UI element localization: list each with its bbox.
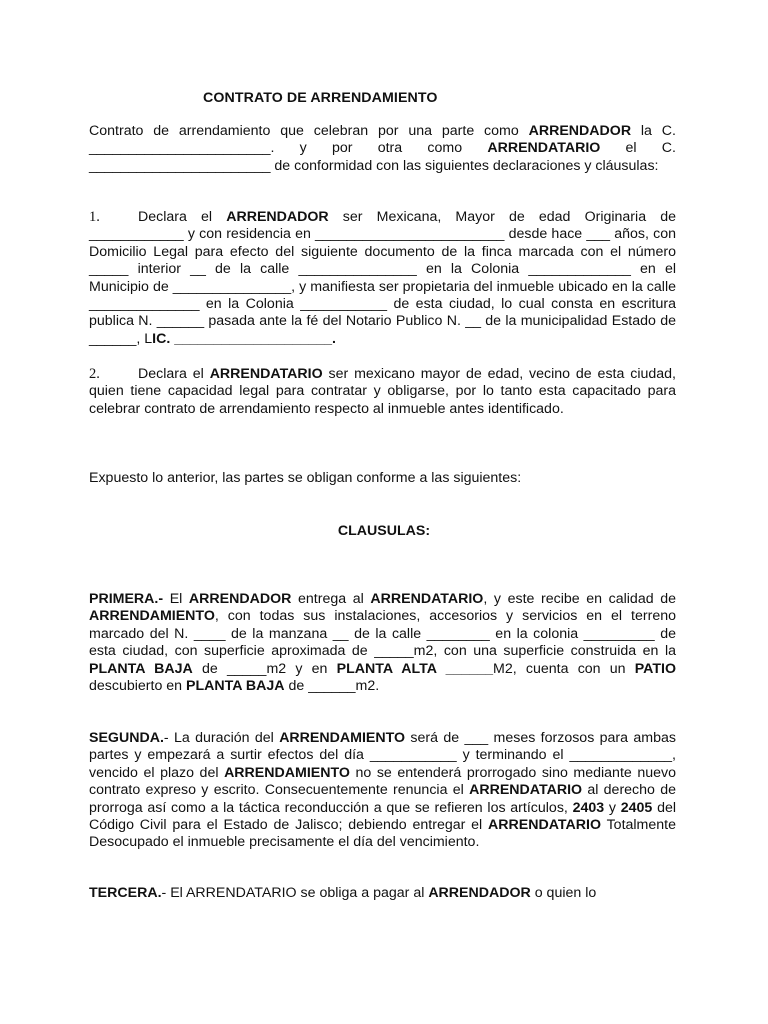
bold-text-run: ARRENDATARIO	[209, 366, 323, 382]
text-run: ser Mexicana, Mayor de edad Originaria de ____________ y con residencia en ________________________ desde hace ___ años, con Domicilio Legal para efecto del siguiente documento de la finca marcada con el número _____ interior __ de la calle _______________ en la Colonia _____________ en el Municipio de _______________, y manifiesta ser propietaria del inmueble ubicado en la calle ______________ en la Colonia ___________ de esta ciudad, lo cual consta en escritura publica N. ______ pasada ante la fé del Notario Publico N. __ de la municipalidad Estado de ______, L	[89, 209, 676, 347]
text-run: de _____m2 y en	[192, 660, 337, 677]
text-run: ser mexicano mayor de edad, vecino de esta ciudad, quien tiene capacidad legal para contratar y obligarse, por lo tanto esta capacitado para celebrar contrato de arrendamiento respecto al inmueble antes identificado.	[89, 366, 676, 417]
text-run: entrega al	[291, 591, 371, 607]
bold-text-run: IC. ____________________.	[152, 330, 336, 347]
clausulas-heading: CLAUSULAS:	[337, 523, 431, 539]
bold-text-run: ARRENDATARIO	[469, 782, 583, 799]
text-run: - El ARRENDATARIO se obliga a pagar al	[161, 885, 429, 901]
bold-text-run: TERCERA.	[89, 885, 162, 901]
clause-tercera	[89, 885, 676, 902]
bold-text-run: ARRENDADOR	[428, 885, 531, 901]
bold-text-run: PLANTA ALTA ______	[336, 660, 494, 677]
text-run: Contrato de arrendamiento que celebran por una parte como	[89, 123, 529, 139]
declaration-2-number: 2.	[89, 366, 100, 382]
bold-text-run: PLANTA BAJA	[186, 678, 285, 695]
bold-text-run: SEGUNDA.	[89, 730, 164, 746]
bold-text-run: 2405	[620, 799, 653, 816]
bold-text-run: 2403	[572, 799, 605, 816]
text-run: de ______m2.	[284, 678, 380, 695]
clause-primera	[89, 591, 676, 695]
document-title: CONTRATO DE ARRENDAMIENTO	[203, 90, 438, 106]
text-run: M2, cuenta con un	[493, 660, 635, 677]
text-run: la C. _______________________. y por otra como	[89, 123, 676, 157]
bold-text-run: ARRENDAMIENTO	[224, 764, 350, 781]
text-run: - La duración del	[163, 730, 280, 746]
clause-segunda	[89, 730, 676, 852]
declaration-1-text	[89, 209, 676, 347]
declaration-2-text	[89, 366, 676, 417]
bold-text-run: ARRENDADOR	[188, 591, 292, 607]
bold-text-run: ARRENDADOR	[226, 209, 329, 225]
declaration-2	[89, 366, 676, 418]
bold-text-run: PRIMERA.-	[89, 591, 164, 607]
text-run: El	[163, 591, 189, 607]
bold-text-run: PLANTA BAJA	[89, 660, 193, 677]
text-run: descubierto en	[89, 678, 187, 695]
text-run: y	[604, 799, 621, 816]
bold-text-run: ARRENDAMIENTO	[279, 730, 406, 746]
declaration-1	[89, 209, 676, 348]
bold-text-run: ARRENDATARIO	[488, 817, 602, 834]
text-run: será de ___ meses forzosos para ambas partes y empezará a surtir efectos del día ___________ y terminando el _____________, vencido el plazo del	[89, 730, 676, 781]
bold-text-run: ARRENDATARIO	[487, 140, 601, 157]
bold-text-run: ARRENDATARIO	[370, 591, 484, 607]
expuesto-paragraph	[89, 470, 676, 487]
text-run: o quien lo	[530, 885, 597, 901]
declaration-1-number: 1.	[89, 209, 100, 225]
text-run: Totalmente Desocupado el inmueble precisamente el día del vencimiento.	[89, 817, 676, 851]
text-run: Expuesto lo anterior, las partes se obligan conforme a las siguientes:	[89, 470, 522, 486]
bold-text-run: PATIO	[634, 660, 677, 677]
text-run: Declara el	[138, 366, 210, 382]
bold-text-run: ARRENDAMIENTO	[89, 608, 215, 625]
intro-paragraph	[89, 123, 676, 175]
text-run: , con todas sus instalaciones, accesorios y servicios en el terreno marcado del N. ____ de la manzana __ de la calle ________ en la colonia _________ de esta ciudad, con superficie aproximada de _____m2, con una superficie construida en la	[89, 608, 676, 660]
text-run: del Código Civil para el Estado de Jalisco; debiendo entregar el	[89, 799, 677, 834]
text-run: no se entenderá prorrogado sino mediante nuevo contrato expreso y escrito. Consecuentemente renuncia el	[89, 764, 676, 799]
text-run: al derecho de prorroga así como a la táctica reconducción a que se refieren los artículos,	[89, 782, 677, 816]
text-run: , y este recibe en calidad de	[483, 591, 676, 607]
text-run: el C. _______________________ de conformidad con las siguientes declaraciones y cláusulas:	[89, 140, 676, 174]
text-run: Declara el	[138, 209, 227, 225]
bold-text-run: ARRENDADOR	[528, 123, 632, 139]
